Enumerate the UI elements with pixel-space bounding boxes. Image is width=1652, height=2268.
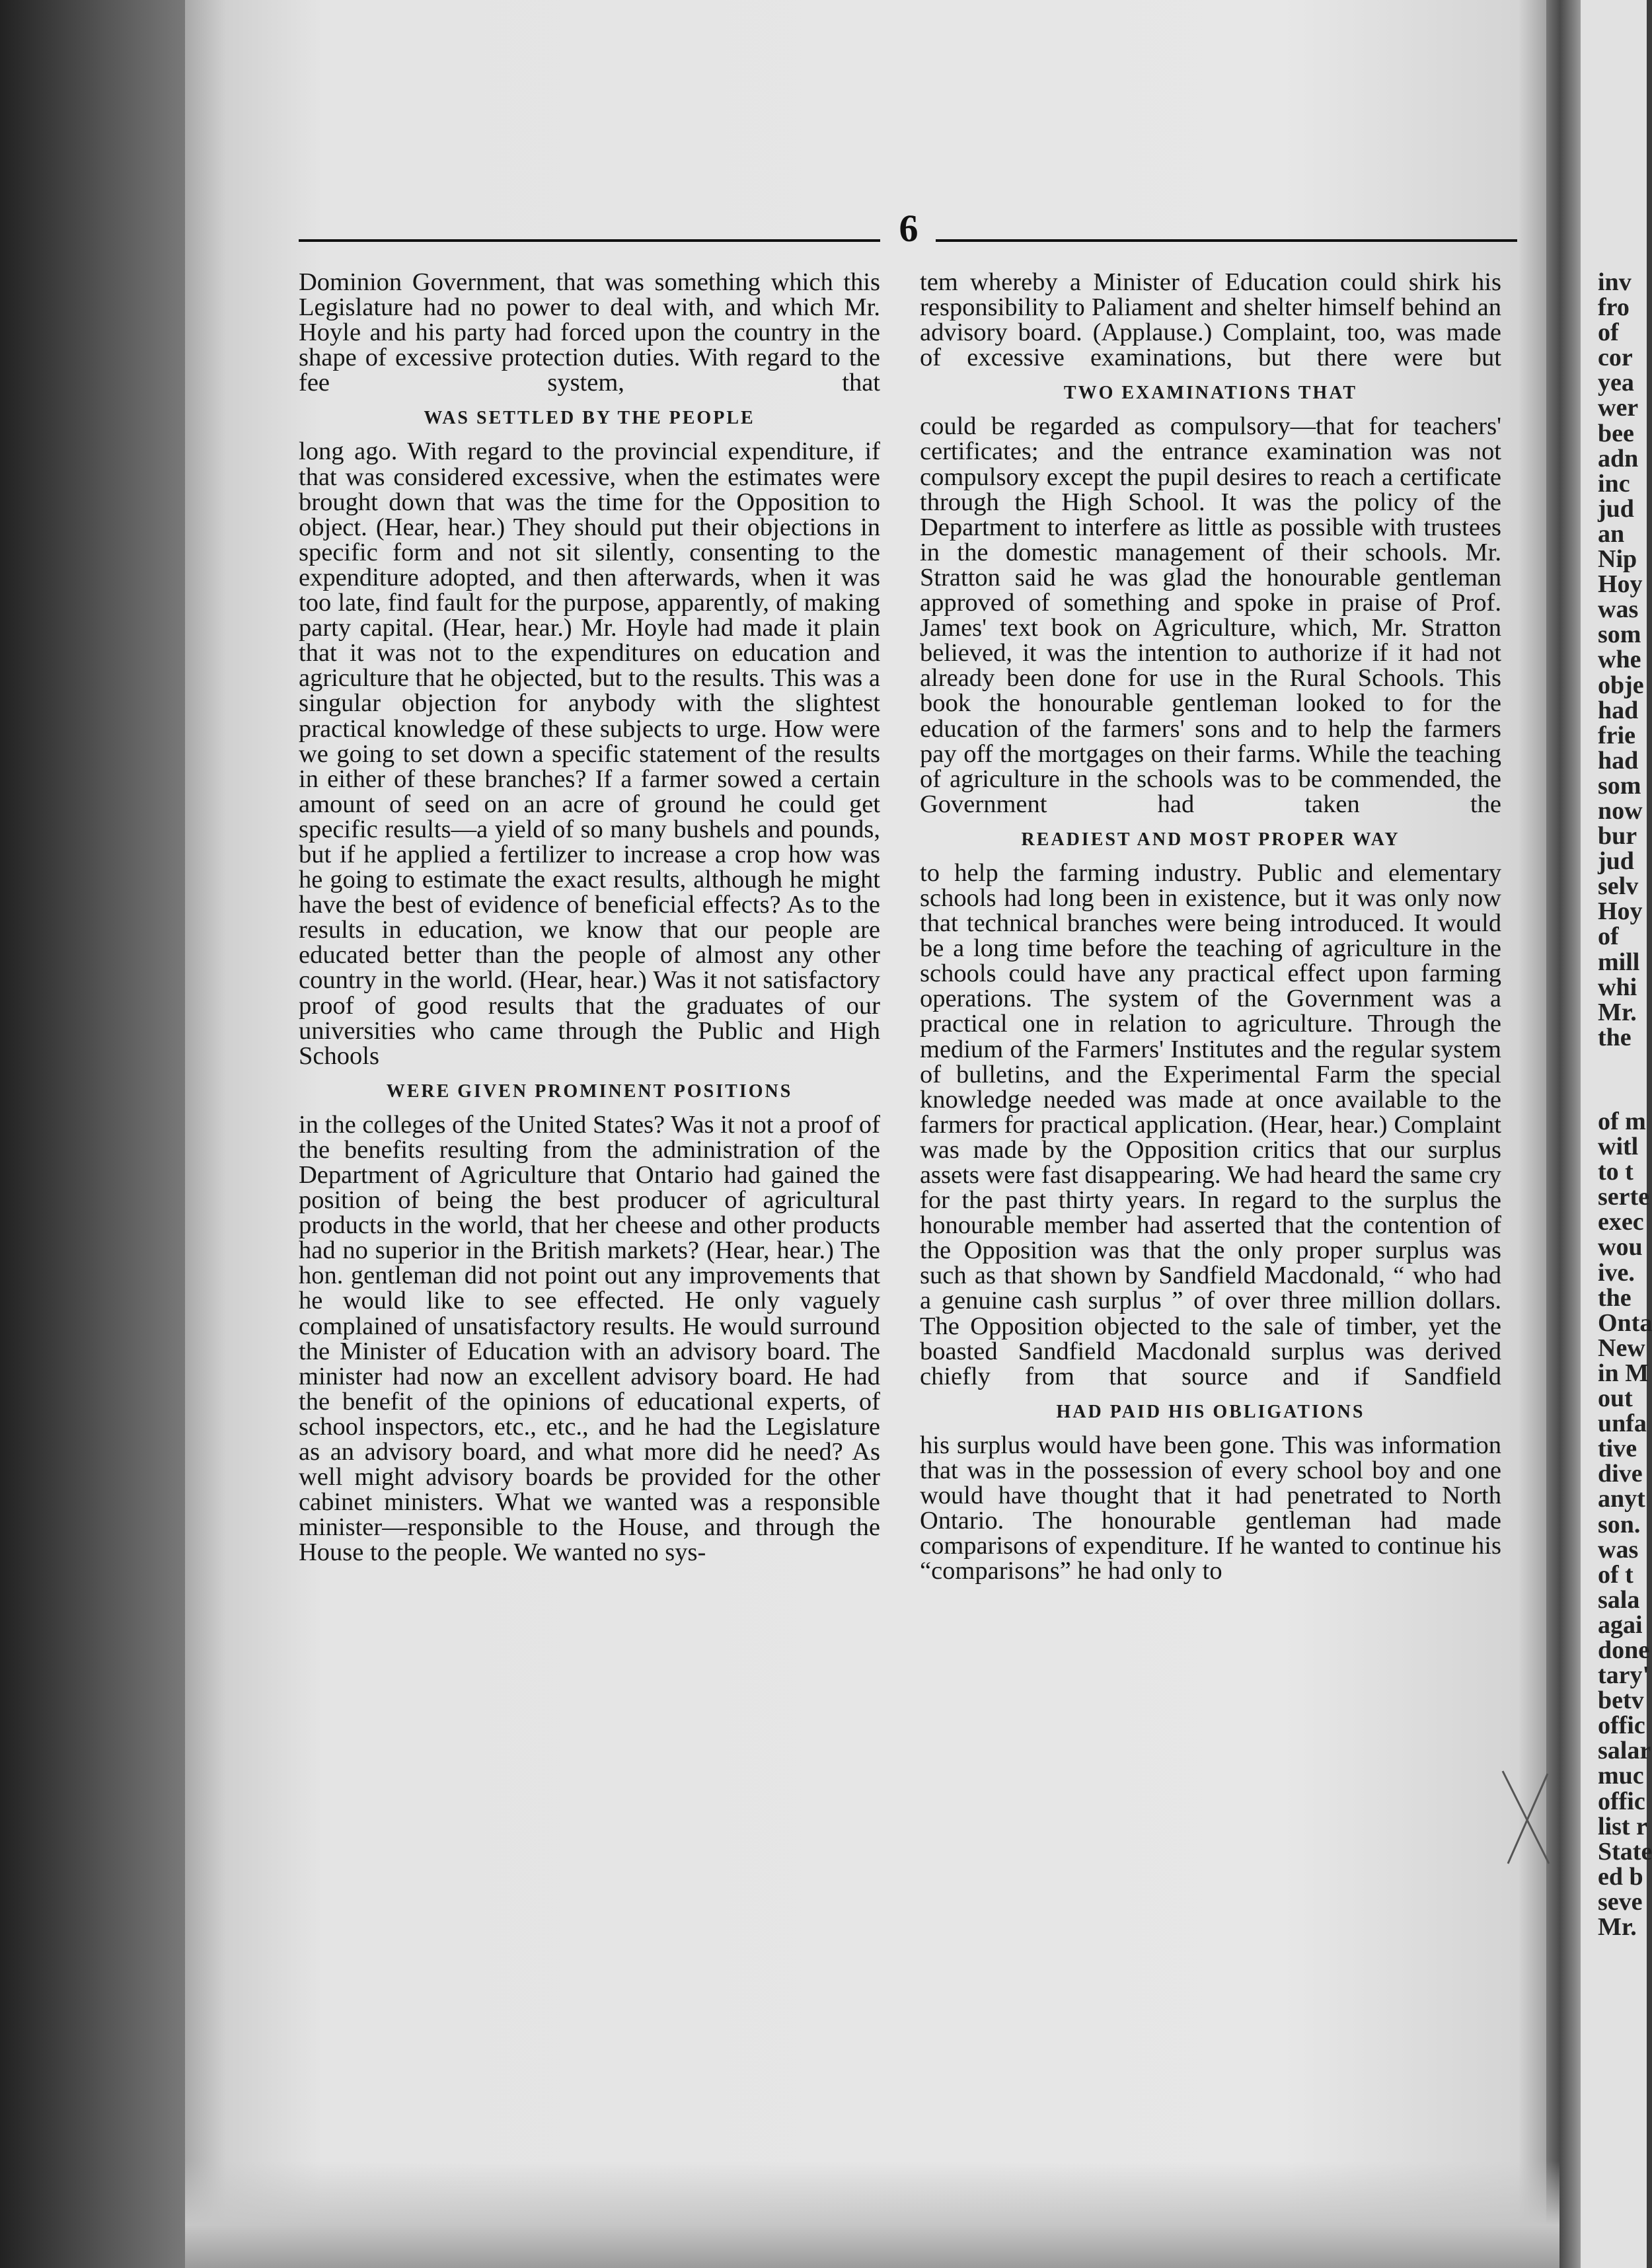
- next-page-line: serte: [1598, 1183, 1650, 1211]
- page-number: 6: [899, 207, 919, 250]
- subheading: WAS SETTLED BY THE PEOPLE: [424, 408, 755, 429]
- next-page-line: ed b: [1598, 1862, 1643, 1891]
- next-page-line: muc: [1598, 1762, 1644, 1790]
- paragraph: to help the farming industry. Public and elementary schools had long been in existence, but it was only now that technical branches were being introduced. It would be a long time before the teaching of agriculture in the schools could have any practical effect upon farming operations. The system of the Government was a practical one in relation to agriculture. Through the medium of the Farmers' Institutes and the regular system of bulletins, and the Experimental Farm the special knowledge needed was made at once available to the farmers for practical application. (Hear, hear.) Complaint was made by the Opposition critics that our surplus assets were fast disappearing. We had heard the same cry for the past thirty years. In regard to the surplus the honourable member had asserted that the contention of the Opposition was that the only proper surplus was such as that shown by Sandfield Macdonald, “ who had a genuine cash surplus ” of over three million dollars. The Opposition objected to the sale of timber, yet the boasted Sandfield Macdonald surplus was derived chiefly from that source and if Sandfield: [920, 858, 1501, 1390]
- page-bottom-shadow: [185, 2161, 1559, 2268]
- next-page-line: anyt: [1598, 1485, 1645, 1513]
- next-page-line: jud: [1598, 494, 1634, 523]
- paragraph: in the colleges of the United States? Was it not a proof of the benefits resulting from the administration of the Department of Agriculture that Ontario had gained the position of being the best producer of agricultural products in the world, that her cheese and other products had no superior in the British markets? (Hear, hear.) The hon. gentleman did not point out any improvements that he would like to see effected. He only vaguely complained of unsatisfactory results. He would surround the Minister of Education with an advisory board. The minister had now an excellent advisory board. He had the benefit of the opinions of educational experts, of school inspectors, etc., etc., and he had the Legislature as an advisory board, and what more did he need? As well might advisory boards be provided for the other cabinet ministers. What we wanted was a responsible minister—responsible to the House, and through the House to the people. We wanted no sys-: [299, 1110, 880, 1567]
- next-page-line: Nip: [1598, 545, 1637, 574]
- subheading: READIEST AND MOST PROPER WAY: [1021, 829, 1400, 850]
- next-page-line: had: [1598, 696, 1639, 724]
- next-page-line: of: [1598, 923, 1619, 951]
- next-page-line: out: [1598, 1384, 1633, 1413]
- subheading: WERE GIVEN PROMINENT POSITIONS: [386, 1080, 793, 1102]
- next-page-line: sala: [1598, 1585, 1640, 1614]
- next-page-line: of m: [1598, 1108, 1646, 1135]
- paragraph: his surplus would have been gone. This was information that was in the possession of every school boy and one would have thought that it had penetrated to North Ontario. The honourable gentleman had made comparisons of expenditure. If he wanted to continue his “comparisons” he had only to: [920, 1431, 1501, 1585]
- next-page-line: son.: [1598, 1510, 1641, 1538]
- next-page-line: Hoy: [1598, 897, 1643, 926]
- next-page-line: cor: [1598, 344, 1633, 372]
- next-page-line: of: [1598, 319, 1619, 347]
- next-page-line: in M: [1598, 1359, 1649, 1387]
- scan-left-edge: [0, 0, 192, 2268]
- paragraph: long ago. With regard to the provincial expenditure, if that was considered excessive, when the estimates were brought down that was the time for the Opposition to object. (Hear, hear.) They should put their objections in specific form and not sit silently, consenting to the expenditure adopted, and then afterwards, when it was too late, find fault for the purpose, apparently, of making party capital. (Hear, hear.) Mr. Hoyle had made it plain that it was not to the expenditures on education and agriculture that he objected, but to the results. This was a singular objection for anybody with the slightest practical knowledge of these subjects to urge. How were we going to set down a specific statement of the results in either of these branches? If a farmer sowed a certain amount of seed on an acre of ground he could get specific results—a yield of so many bushels and pounds, but if he applied a fertilizer to increase a crop how was he going to estimate the exact results, although he might have the best of evidence of beneficial effects? As to the results in education, we know that our people are educated better than the people of almost any other country in the world. (Hear, hear.) Was it not satisfactory proof of good results that the graduates of our universities who came through the Public and High Schools: [299, 437, 880, 1070]
- next-page-line: offic: [1598, 1787, 1645, 1815]
- next-page-line: unfa: [1598, 1410, 1647, 1438]
- header-rule-right: [936, 239, 1517, 242]
- next-page-line: Mr.: [1598, 1913, 1637, 1941]
- next-page-line: wou: [1598, 1233, 1643, 1262]
- next-page-line: witl: [1598, 1133, 1639, 1161]
- next-page-line: frie: [1598, 721, 1635, 749]
- next-page-line: selv: [1598, 872, 1639, 901]
- pencil-x-mark: [1496, 1764, 1556, 1870]
- next-page-line: New: [1598, 1334, 1645, 1362]
- next-page-line: to t: [1598, 1158, 1633, 1186]
- next-page-line: the: [1598, 1023, 1632, 1051]
- next-page-line: now: [1598, 796, 1643, 825]
- next-page-line: State: [1598, 1837, 1652, 1866]
- next-page-line: adn: [1598, 444, 1639, 472]
- next-page-line: whe: [1598, 646, 1641, 674]
- next-page-line: the: [1598, 1283, 1632, 1312]
- paragraph: could be regarded as compulsory—that for teachers' certificates; and the entrance examination was not compulsory except the pupil desires to reach a certificate through the High School. It was the policy of the Department to interfere as little as possible with trustees in the domestic management of their schools. Mr. Stratton said he was glad the honourable gentleman approved of something and spoke in praise of Prof. James' text book on Agriculture, which, Mr. Stratton believed, it was the intention to authorize if it had not already been done for use in the Rural Schools. This book the honourable gentleman looked to for the education of the farmers' sons and to help the farmers pay off the mortgages on their farms. While the teaching of agriculture in the schools was to be commended, the Government had taken the: [920, 412, 1501, 818]
- next-page-fragment: [1581, 0, 1652, 2268]
- next-page-line: exec: [1598, 1208, 1644, 1236]
- next-page-line: tive: [1598, 1435, 1637, 1463]
- next-page-line: agai: [1598, 1610, 1643, 1639]
- next-page-line: obje: [1598, 671, 1644, 699]
- subheading: TWO EXAMINATIONS THAT: [1063, 383, 1358, 404]
- next-page-line: inc: [1598, 469, 1630, 498]
- next-page-line: of t: [1598, 1560, 1633, 1589]
- next-page-line: offic: [1598, 1712, 1645, 1740]
- next-page-line: salar: [1598, 1737, 1651, 1765]
- next-page-line: was: [1598, 595, 1639, 624]
- article-column-right: [920, 270, 1501, 1583]
- next-page-block-2: [1581, 1109, 1652, 1940]
- next-page-line: had: [1598, 746, 1639, 775]
- article-column-left: [299, 270, 880, 1566]
- next-page-line: an: [1598, 519, 1625, 548]
- next-page-line: tary': [1598, 1661, 1650, 1690]
- subheading: HAD PAID HIS OBLIGATIONS: [1056, 1401, 1365, 1422]
- next-page-line: som: [1598, 621, 1641, 649]
- next-page-line: mill: [1598, 948, 1640, 976]
- next-page-line: som: [1598, 771, 1641, 800]
- next-page-line: was: [1598, 1535, 1639, 1564]
- next-page-line: inv: [1598, 268, 1632, 296]
- paragraph: Dominion Government, that was something which this Legislature had no power to deal with, and which Mr. Hoyle and his party had forced upon the country in the shape of excessive protection duties. With regard to the fee system, that: [299, 268, 880, 397]
- next-page-line: done: [1598, 1636, 1650, 1664]
- next-page-line: dive: [1598, 1460, 1643, 1488]
- next-page-line: seve: [1598, 1887, 1643, 1916]
- next-page-line: bee: [1598, 419, 1634, 447]
- next-page-line: Hoy: [1598, 570, 1643, 599]
- next-page-line: wer: [1598, 394, 1639, 422]
- book-gutter: [1546, 0, 1581, 2268]
- next-page-line: bur: [1598, 822, 1637, 850]
- next-page-line: list r: [1598, 1812, 1647, 1840]
- next-page-line: Mr.: [1598, 998, 1637, 1026]
- next-page-line: ive.: [1598, 1258, 1635, 1287]
- next-page-block-1: [1581, 270, 1644, 1050]
- next-page-line: yea: [1598, 369, 1634, 397]
- header-rule-left: [299, 239, 880, 242]
- next-page-line: Onta: [1598, 1308, 1652, 1337]
- paragraph: tem whereby a Minister of Education could shirk his responsibility to Paliament and shelter himself behind an advisory board. (Applause.) Complaint, too, was made of excessive examinations, but there were but: [920, 268, 1501, 372]
- next-page-line: jud: [1598, 847, 1634, 876]
- next-page-line: betv: [1598, 1686, 1644, 1715]
- next-page-line: fro: [1598, 293, 1630, 322]
- next-page-line: whi: [1598, 973, 1637, 1001]
